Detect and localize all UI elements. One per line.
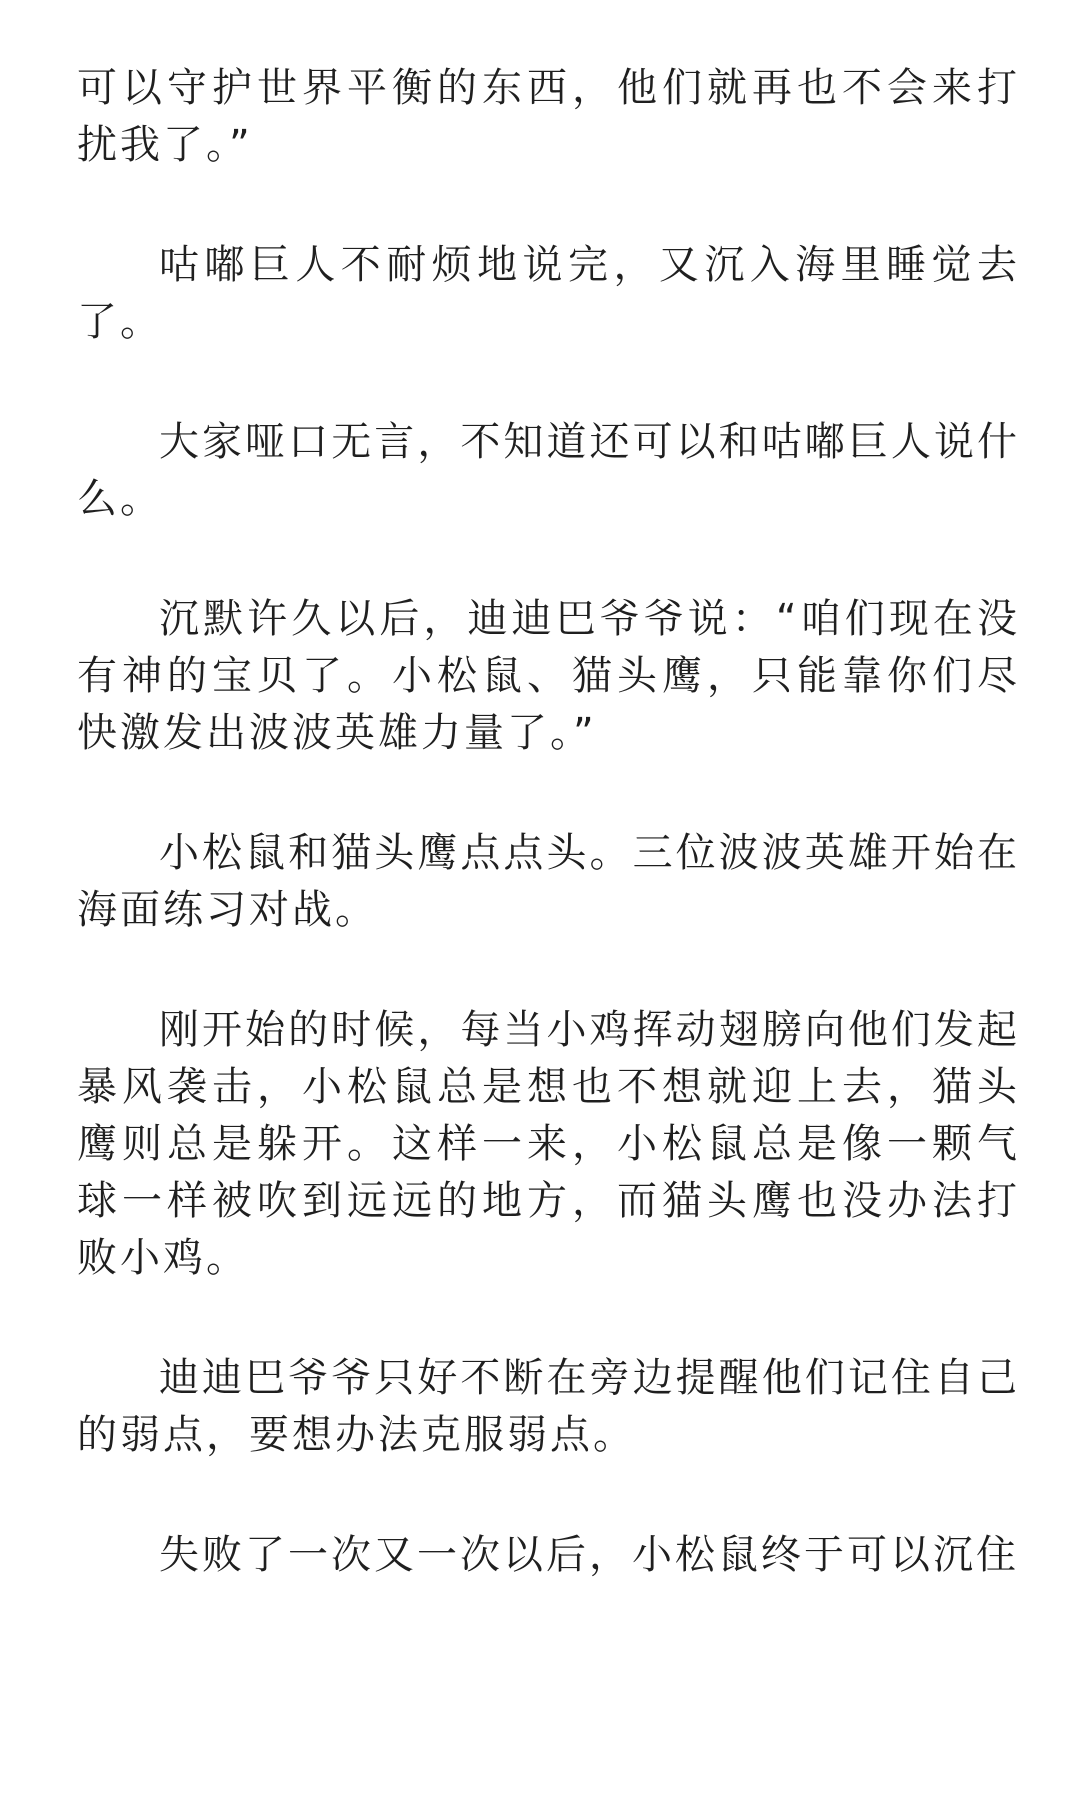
story-text	[0, 60, 1080, 1647]
paragraph: 小松鼠和猫头鹰点点头。三位波波英雄开始在海面练习对战。	[77, 830, 1020, 933]
paragraph: 沉默许久以后，迪迪巴爷爷说：“咱们现在没有神的宝贝了。小松鼠、猫头鹰，只能靠你们尽快激发出波波英雄力量了。”	[77, 596, 1020, 756]
paragraph: 失败了一次又一次以后，小松鼠终于可以沉住	[159, 1532, 1019, 1578]
paragraph: 迪迪巴爷爷只好不断在旁边提醒他们记住自己的弱点，要想办法克服弱点。	[77, 1355, 1020, 1458]
paragraph: 可以守护世界平衡的东西，他们就再也不会来打扰我了。”	[77, 65, 1020, 168]
paragraph: 大家哑口无言，不知道还可以和咕嘟巨人说什么。	[77, 419, 1020, 522]
paragraph: 刚开始的时候，每当小鸡挥动翅膀向他们发起暴风袭击，小松鼠总是想也不想就迎上去，猫头鹰则总是躲开。这样一来，小松鼠总是像一颗气球一样被吹到远远的地方，而猫头鹰也没办法打败小鸡。	[77, 1007, 1020, 1281]
paragraph: 咕嘟巨人不耐烦地说完，又沉入海里睡觉去了。	[77, 242, 1020, 345]
